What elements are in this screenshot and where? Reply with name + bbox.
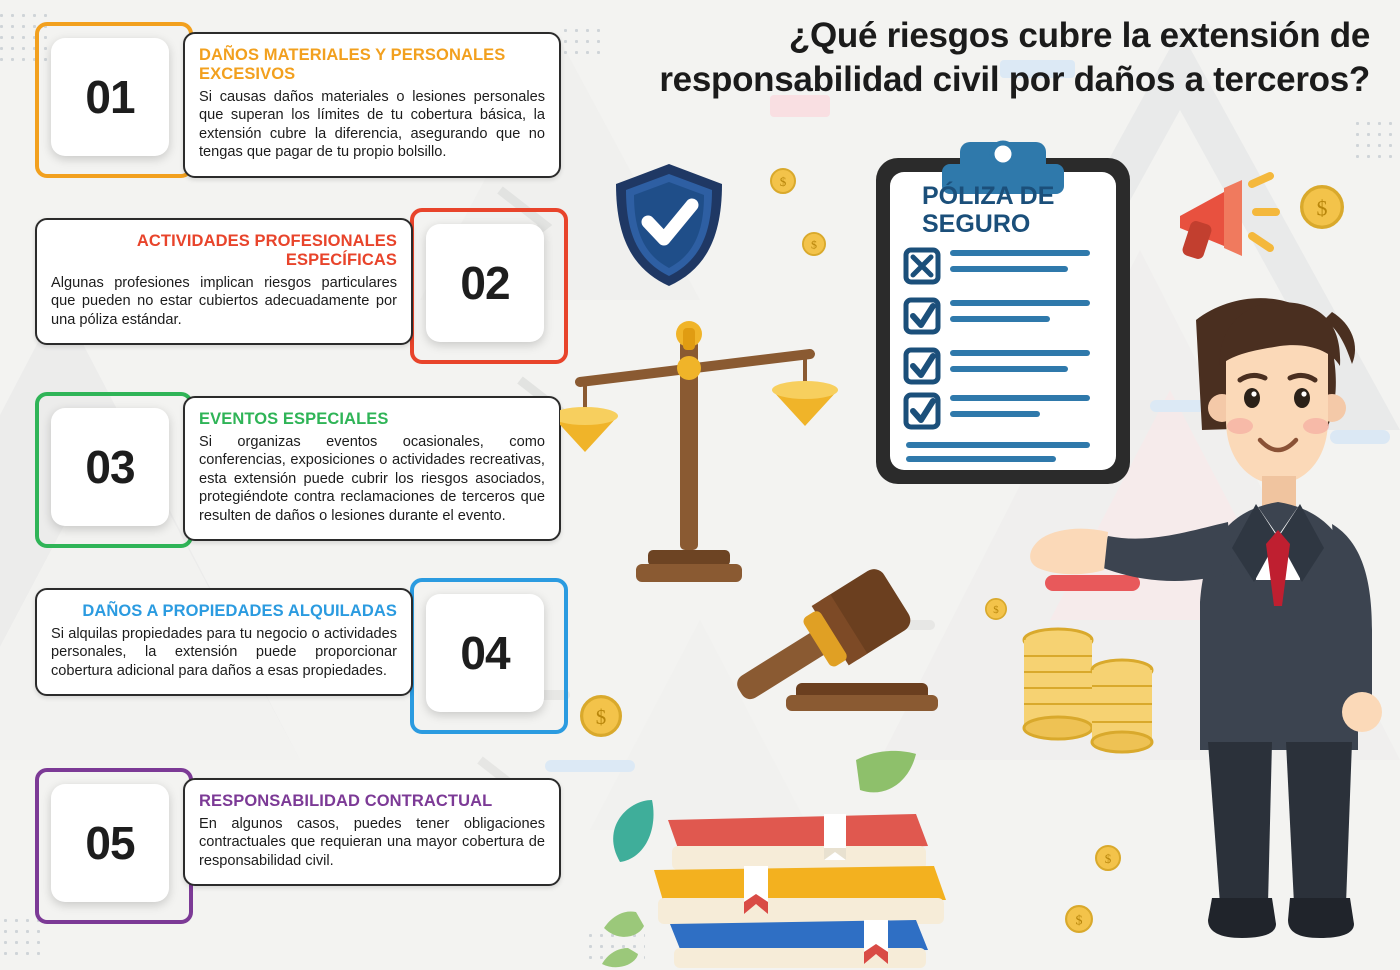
books-stack-icon [598,742,978,970]
step-card-body-02 [35,218,413,345]
svg-text:$: $ [779,174,787,189]
step-number-02: 02 [426,224,544,342]
step-heading-05: RESPONSABILIDAD CONTRACTUAL [199,792,493,810]
dot-pattern [1352,118,1400,166]
clipboard-title-line1: PÓLIZA DE [922,182,1055,210]
shield-check-icon [612,160,727,290]
step-card-body-03 [183,396,561,541]
step-body-04: Si alquilas propiedades para tu negocio o actividades personales, la extensión puede proporcionar cobertura adicional para daños a esas propiedades. [51,626,397,679]
svg-text:$: $ [993,604,999,617]
megaphone-icon [1172,170,1282,270]
step-number-04: 04 [426,594,544,712]
step-heading-03: EVENTOS ESPECIALES [199,410,389,428]
coin-icon [580,695,622,737]
step-body-03: Si organizas eventos ocasionales, como conferencias, exposiciones o actividades recreativas, esta extensión puede cubrir los riesgos asociados, protegiéndote contra reclamaciones de terceros que resulten de daños o lesiones durante el evento. [199,434,545,524]
step-body-05: En algunos casos, puedes tener obligaciones contractuales que requieran una mayor cobertura de responsabilidad civil. [199,816,545,869]
clipboard-title-line2: SEGURO [922,210,1031,238]
gavel-icon [712,565,942,715]
coin-icon [1300,185,1344,229]
svg-text:$: $ [1104,851,1112,866]
step-heading-04: DAÑOS A PROPIEDADES ALQUILADAS [82,602,397,620]
coin-icon [770,168,796,194]
step-card-body-05 [183,778,561,886]
step-heading-02: ACTIVIDADES PROFESIONALES ESPECÍFICAS [136,232,397,269]
page-title: ¿Qué riesgos cubre la extensión de responsabilidad civil por daños a terceros? [659,16,1370,99]
coin-icon [802,232,826,256]
clipboard-title [922,182,1112,238]
svg-text:$: $ [1316,195,1328,221]
step-body-02: Algunas profesiones implican riesgos particulares que pueden no estar cubiertos adecuadamente por una póliza estándar. [51,275,397,328]
svg-text:$: $ [1075,913,1083,929]
businessman-character [980,280,1400,970]
svg-text:$: $ [811,237,817,252]
step-heading-01: DAÑOS MATERIALES Y PERSONALES EXCESIVOS [199,46,506,83]
step-number-03: 03 [51,408,169,526]
step-number-01: 01 [51,38,169,156]
step-number-05: 05 [51,784,169,902]
balance-scales-icon [560,310,850,600]
step-body-01: Si causas daños materiales o lesiones personales que superan los límites de tu cobertura básica, la extensión cubre la diferencia, asegurando que no tengas que pagar de tu propio bolsillo. [199,89,545,161]
svg-text:$: $ [595,705,607,730]
step-card-body-04 [35,588,413,696]
step-card-body-01 [183,32,561,178]
